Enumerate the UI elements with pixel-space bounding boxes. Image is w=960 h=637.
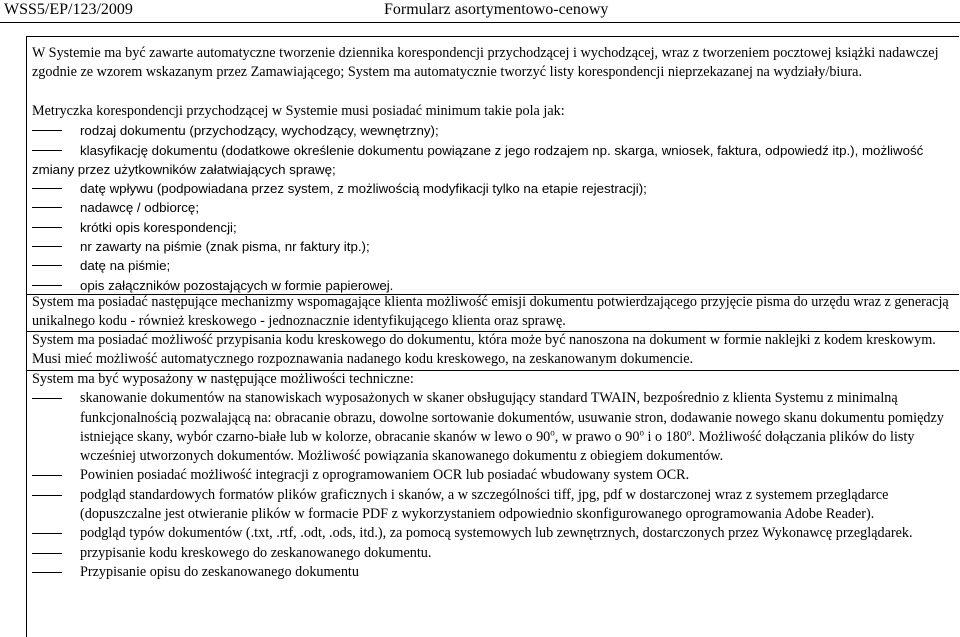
- list-item: podgląd standardowych formatów plików graficznych i skanów, a w szczególności tiff, jpg, pdf w dostarczonej wraz z systemem przeglądarce (dopuszczalne jest otwieranie plików w formacie PDF z wykorzystaniem odpowiednio skonfigurowanego oprogramowania Adobe Reader).: [32, 486, 957, 525]
- dash-bullet: [32, 563, 80, 582]
- dash-bullet: [32, 121, 80, 140]
- dash-bullet: [32, 276, 80, 295]
- dash-bullet: [32, 141, 80, 160]
- dash-bullet: [32, 544, 80, 563]
- list-item: podgląd typów dokumentów (.txt, .rtf, .odt, .ods, itd.), za pomocą systemowych lub zewnętrznych, dostarczonych przez Wykonawcę przeglądarek.: [32, 524, 957, 543]
- list-item: nr zawarty na piśmie (znak pisma, nr faktury itp.);: [32, 237, 957, 256]
- list-item: opis załączników pozostających w formie papierowej.: [32, 276, 957, 295]
- list-item: krótki opis korespondencji;: [32, 218, 957, 237]
- technical-intro: System ma być wyposażony w następujące możliwości techniczne:: [32, 371, 414, 387]
- dash-bullet: [32, 389, 80, 408]
- document-title: Formularz asortymentowo-cenowy: [384, 1, 609, 18]
- list-item: Powinien posiadać możliwość integracji z oprogramowaniem OCR lub posiadać wbudowany system OCR.: [32, 466, 957, 485]
- dash-bullet: [32, 237, 80, 256]
- list-item: klasyfikację dokumentu (dodatkowe określenie dokumentu powiązane z jego rodzajem np. skarga, wniosek, faktura, odpowiedź itp.), możliwość zmiany przez użytkowników załatwiających sprawę;: [32, 142, 924, 177]
- list-item: rodzaj dokumentu (przychodzący, wychodzący, wewnętrzny);: [32, 121, 957, 140]
- dash-bullet: [32, 256, 80, 275]
- list-item: nadawcę / odbiorcę;: [32, 198, 957, 217]
- list-item: przypisanie kodu kreskowego do zeskanowanego dokumentu.: [32, 544, 957, 563]
- section-correspondence-log: W Systemie ma być zawarte automatyczne tworzenie dziennika korespondencji przychodzącej i wychodzącej, wraz z tworzeniem pocztowej książki nadawczej zgodnie ze wzorem wskazanym przez Zamawiającego; System ma automatycznie tworzyć listy korespondencji nieprzekazanej na wydziały/biura.: [32, 45, 939, 81]
- list-item: datę na piśmie;: [32, 256, 957, 275]
- section-metadata-fields: [32, 102, 957, 295]
- dash-bullet: [32, 524, 80, 543]
- list-item: skanowanie dokumentów na stanowiskach wyposażonych w skaner obsługujący standard TWAIN, bezpośrednio z klienta Systemu z minimalną funkcjonalnością pozwalającą na: obracanie obrazu, dowolne sortowanie dokumentów, usuwanie stron, dodawanie nowego skanu dokumentu pomiędzy istniejące skany, wybór czarno-białe lub w kolorze, obracanie skanów w lewo o 90$^o$, w prawo o 90$^o$ i o 180$^o$. Możliwość dołączania plików do listy wcześniej utworzonych dokumentów. Możliwość powiązania skanowanego dokumentu z obiegiem dokumentów.: [32, 389, 957, 466]
- document-id: WSS5/EP/123/2009: [4, 1, 133, 18]
- dash-bullet: [32, 466, 80, 485]
- section-receipt-confirmation: System ma posiadać następujące mechanizmy wspomagające klienta możliwość emisji dokumentu potwierdzającego przyjęcie pisma do urzędu wraz z generacją unikalnego kodu - również kreskowego - jednoznacznie identyfikującego klienta oraz sprawę.: [32, 294, 949, 330]
- dash-bullet: [32, 198, 80, 217]
- dash-bullet: [32, 218, 80, 237]
- dash-bullet: [32, 486, 80, 505]
- section-barcode-assignment: System ma posiadać możliwość przypisania kodu kreskowego do dokumentu, która może być nanoszona na dokument w formie naklejki z kodem kreskowym. Musi mieć możliwość automatycznego rozpoznawania nadanego kodu kreskowego, na zeskanowanym dokumencie.: [32, 332, 936, 368]
- list-item: Przypisanie opisu do zeskanowanego dokumentu: [32, 563, 957, 582]
- page-header: [0, 0, 960, 22]
- section-technical-capabilities: [32, 370, 957, 582]
- requirements-table: [26, 36, 959, 637]
- metadata-intro: Metryczka korespondencji przychodzącej w Systemie musi posiadać minimum takie pola jak:: [32, 103, 565, 119]
- list-item: datę wpływu (podpowiadana przez system, z możliwością modyfikacji tylko na etapie rejestracji);: [32, 179, 957, 198]
- dash-bullet: [32, 179, 80, 198]
- header-divider: [0, 22, 960, 23]
